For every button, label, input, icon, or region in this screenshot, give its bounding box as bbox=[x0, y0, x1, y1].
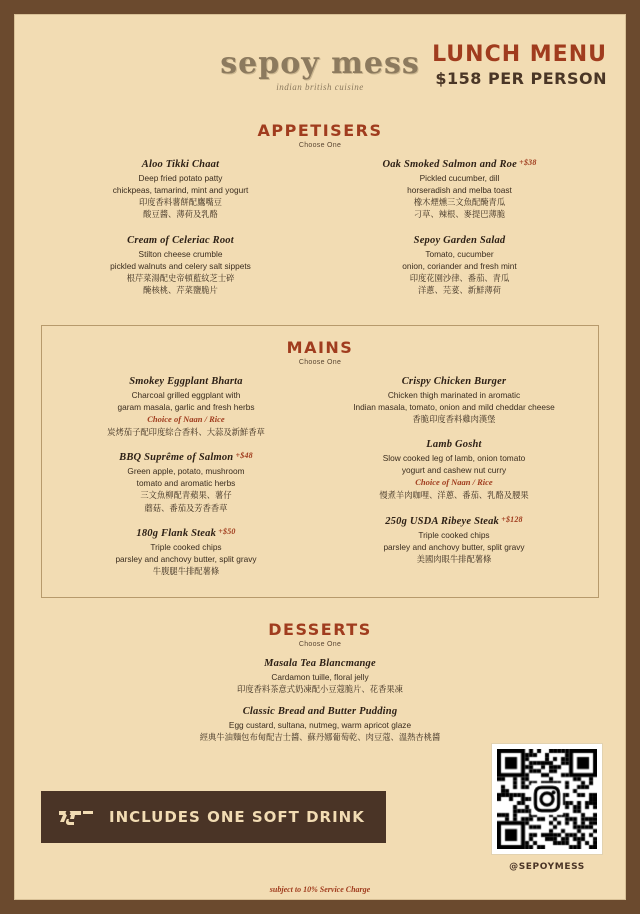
section-title: APPETISERS bbox=[257, 121, 383, 140]
menu-footer bbox=[15, 761, 625, 911]
menu-item-description: Tomato, cucumber onion, coriander and fresh mint bbox=[402, 248, 517, 271]
menu-item-name: Oak Smoked Salmon and Roe $^{+\$38}$ bbox=[382, 158, 537, 170]
menu-item-chinese: 橡木煙燻三文魚配醃青瓜 刁草、辣根、麥提巴薄脆 bbox=[413, 197, 506, 220]
menu-item bbox=[52, 376, 320, 438]
menu-item bbox=[41, 235, 320, 297]
menu-item bbox=[41, 159, 320, 221]
menu-item-name: Crispy Chicken Burger bbox=[401, 375, 507, 387]
logo-wordmark: sepoy mess bbox=[220, 46, 420, 81]
menu-item-name: Masala Tea Blancmange bbox=[264, 658, 376, 670]
mains-right-column bbox=[320, 376, 588, 592]
menu-item-name: Classic Bread and Butter Pudding bbox=[242, 705, 398, 717]
menu-page bbox=[14, 14, 626, 900]
menu-item-description: Egg custard, sultana, nutmeg, warm apricot glaze bbox=[228, 719, 412, 730]
menu-item-name: Sepoy Garden Salad bbox=[413, 234, 506, 246]
menu-item-surcharge: +$50 bbox=[216, 526, 236, 536]
desserts-heading bbox=[41, 620, 599, 648]
service-charge-note: subject to 10% Service Charge bbox=[269, 885, 371, 895]
menu-item bbox=[320, 159, 599, 221]
section-note: Choose One bbox=[298, 641, 342, 649]
restaurant-logo bbox=[220, 46, 420, 92]
menu-item-surcharge: +$38 bbox=[516, 158, 537, 167]
menu-item-description: Green apple, potato, mushroom tomato and aromatic herbs bbox=[127, 466, 245, 489]
menu-item bbox=[320, 439, 588, 501]
menu-item-chinese: 印度花園沙律、番茄、青瓜 洋蔥、芫荽、新鮮薄荷 bbox=[409, 272, 510, 296]
section-note: Choose One bbox=[298, 142, 342, 149]
menu-item-name: 250g USDA Ribeye Steak $^{+\$128}$ bbox=[385, 514, 523, 527]
menu-item-chinese: 牛腹腿牛排配薯條 bbox=[152, 565, 220, 576]
soft-drink-banner bbox=[41, 791, 386, 843]
menu-item-name: Smokey Eggplant Bharta bbox=[129, 375, 243, 387]
menu-item-description: Charcoal grilled eggplant with garam masala, garlic and fresh herbs bbox=[117, 389, 255, 412]
menu-item-surcharge: +$48 bbox=[233, 451, 253, 461]
mains-heading bbox=[52, 338, 588, 366]
menu-item-description: Pickled cucumber, dill horseradish and melba toast bbox=[407, 173, 512, 196]
menu-item-description: Triple cooked chips parsley and anchovy butter, split gravy bbox=[383, 529, 525, 552]
menu-item bbox=[52, 528, 320, 577]
appetisers-left-column bbox=[41, 159, 320, 311]
menu-item-chinese: 根芹菜湯配史帝頓藍紋芝士碎 醃核桃、芹菜鹽脆片 bbox=[126, 272, 235, 296]
menu-item bbox=[41, 706, 599, 743]
menu-title: LUNCH MENU bbox=[432, 42, 607, 67]
menu-item-surcharge: +$128 bbox=[499, 514, 523, 524]
instagram-qr-block bbox=[491, 743, 603, 872]
menu-item-chinese: 印度香料薯餅配鷹嘴豆 酸豆醬、薄荷及乳酪 bbox=[139, 197, 222, 220]
section-appetisers bbox=[15, 119, 625, 311]
menu-item-chinese: 印度香料茶意式奶凍配小豆蔻脆片、花香果凍 bbox=[237, 684, 403, 695]
menu-item bbox=[41, 658, 599, 695]
logo-tagline: indian british cuisine bbox=[276, 82, 364, 92]
section-mains bbox=[41, 325, 599, 599]
section-note: Choose One bbox=[298, 358, 342, 366]
menu-item-chinese: 三文魚柳配青蘋果、薯仔 蘑菇、番茄及芳香香草 bbox=[140, 490, 232, 513]
mains-left-column bbox=[52, 376, 320, 592]
menu-item bbox=[320, 376, 588, 425]
menu-item-chinese: 經典牛油麵包布甸配吉士醬、蘇丹娜葡萄乾、肉豆蔻、溫熱杏桃醬 bbox=[199, 731, 441, 742]
soft-drink-text: INCLUDES ONE SOFT DRINK bbox=[109, 808, 365, 827]
menu-item bbox=[320, 235, 599, 297]
menu-item-description: Deep fried potato patty chickpeas, tamarind, mint and yogurt bbox=[112, 173, 249, 196]
menu-item-description: Chicken thigh marinated in aromatic Indian masala, tomato, onion and mild cheddar cheese bbox=[353, 389, 555, 412]
menu-item-description: Slow cooked leg of lamb, onion tomato yogurt and cashew nut curry bbox=[382, 453, 526, 476]
menu-item-description: Triple cooked chips parsley and anchovy butter, split gravy bbox=[115, 541, 257, 564]
lunch-menu-heading bbox=[432, 43, 607, 88]
section-title: DESSERTS bbox=[268, 620, 372, 640]
section-title: MAINS bbox=[286, 337, 354, 357]
menu-item-chinese: 慢煮羊肉咖哩、洋蔥、番茄、乳酪及腰果 bbox=[379, 490, 529, 501]
menu-item-name: BBQ Suprême of Salmon $^{+\$48}$ bbox=[119, 451, 253, 464]
menu-item-name: Aloo Tikki Chaat bbox=[141, 159, 220, 170]
menu-item bbox=[52, 452, 320, 514]
revolver-icon bbox=[57, 805, 97, 829]
menu-item-chinese: 炭烤茄子配印度綜合香料、大蒜及新鮮香草 bbox=[107, 426, 265, 437]
menu-item-choice: Choice of Naan / Rice bbox=[415, 477, 493, 488]
menu-item-choice: Choice of Naan / Rice bbox=[147, 413, 225, 424]
appetisers-heading bbox=[41, 121, 599, 149]
menu-header bbox=[15, 15, 625, 119]
desserts-list bbox=[41, 658, 599, 743]
qr-code[interactable] bbox=[491, 743, 603, 855]
instagram-handle: @SEPOYMESS bbox=[509, 862, 585, 873]
menu-price: $158 PER PERSON bbox=[435, 69, 607, 89]
appetisers-right-column bbox=[320, 159, 599, 311]
menu-item bbox=[320, 516, 588, 565]
menu-item-chinese: 美國肉眼牛排配薯條 bbox=[416, 553, 492, 564]
qr-canvas bbox=[497, 749, 597, 849]
menu-item-description: Stilton cheese crumble pickled walnuts and celery salt sippets bbox=[110, 248, 251, 271]
menu-item-name: Lamb Gosht bbox=[426, 439, 482, 451]
menu-item-chinese: 香脆印度香料雞肉漢堡 bbox=[412, 413, 496, 424]
section-desserts bbox=[15, 620, 625, 743]
menu-item-description: Cardamon tuille, floral jelly bbox=[271, 672, 369, 683]
menu-item-name: 180g Flank Steak $^{+\$50}$ bbox=[136, 526, 236, 539]
menu-item-name: Cream of Celeriac Root bbox=[127, 234, 234, 246]
